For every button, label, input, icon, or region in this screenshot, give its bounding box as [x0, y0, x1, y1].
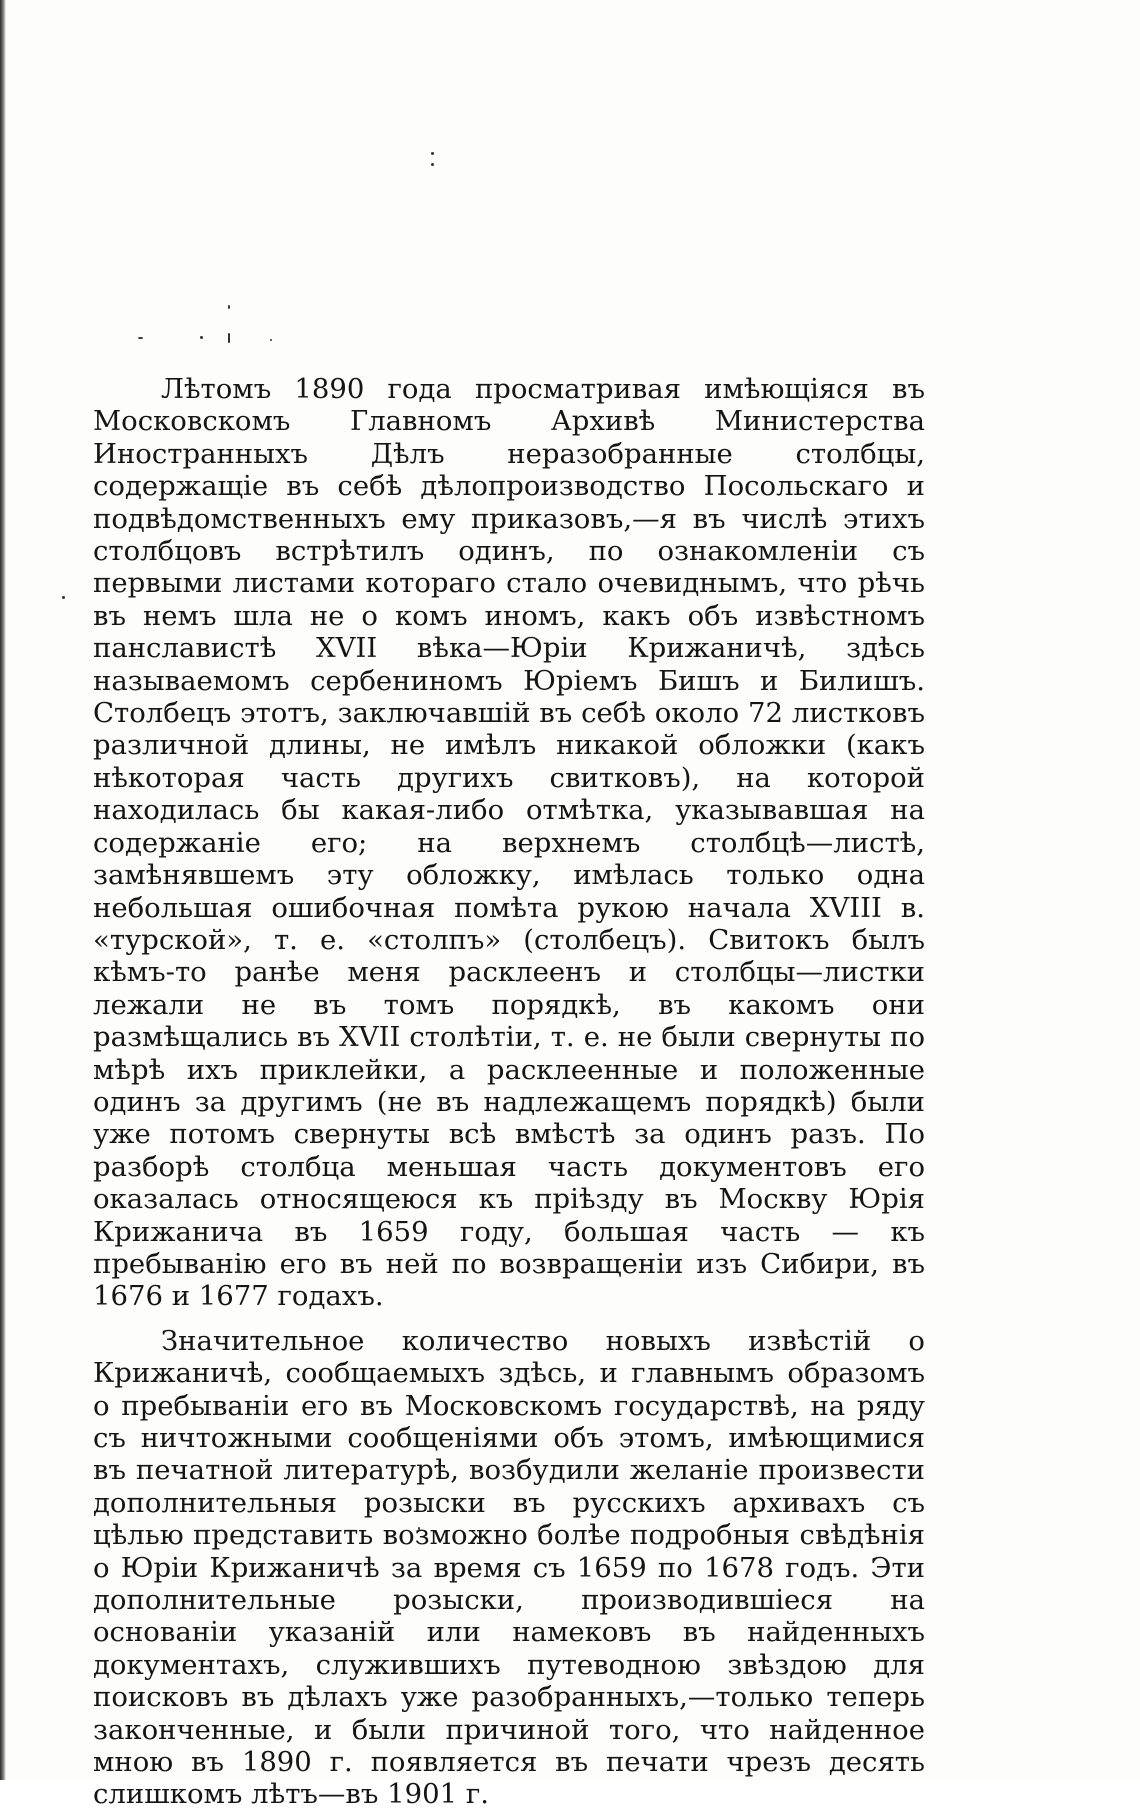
paragraph-1: Лѣтомъ 1890 года просматривая имѣющіяся въ Московскомъ Главномъ Архивѣ Министерства Иностранныхъ Дѣлъ неразобранные столбцы, содержащіе въ себѣ дѣлопроизводство Посольскаго и подвѣдомственныхъ ему приказовъ,—я въ числѣ этихъ столбцовъ встрѣтилъ одинъ, по ознакомленіи съ первыми листами котораго стало очевиднымъ, что рѣчь въ немъ шла не о комъ иномъ, какъ объ извѣстномъ панславистѣ XVII вѣка—Юріи Крижаничѣ, здѣсь называемомъ сербениномъ Юріемъ Бишъ и Билишъ. Столбецъ этотъ, заключавшій въ себѣ около 72 листковъ различной длины, не имѣлъ никакой обложки (какъ нѣкоторая часть другихъ свитковъ), на которой находилась бы какая-либо отмѣтка, указывавшая на содержаніе его; на верхнемъ столбцѣ—листѣ, замѣнявшемъ эту обложку, имѣлась только одна небольшая ошибочная помѣта рукою начала XVIII в. «турской», т. е. «столпъ» (столбецъ). Свитокъ былъ кѣмъ-то ранѣе меня расклеенъ и столбцы—листки лежали не въ томъ порядкѣ, въ какомъ они размѣщались въ XVII столѣтіи, т. е. не были свернуты по мѣрѣ ихъ приклейки, а расклеенные и положенные одинъ за другимъ (не въ надлежащемъ порядкѣ) были уже потомъ свернуты всѣ вмѣстѣ за одинъ разъ. По разборѣ столбца меньшая часть документовъ его оказалась относящеюся къ пріѣзду въ Москву Юрія Крижанича въ 1659 году, большая часть — къ пребыванію его въ ней по возвращеніи изъ Сибири, въ 1676 и 1677 годахъ. — [93, 373, 925, 1313]
scan-speck — [62, 596, 65, 599]
scan-speck — [228, 333, 230, 343]
scan-speck — [431, 163, 434, 166]
paragraph-2: Значительное количество новыхъ извѣстій о Крижаничѣ, сообщаемыхъ здѣсь, и главнымъ образомъ о пребываніи его въ Московскомъ государствѣ, на ряду съ ничтожными сообщеніями объ этомъ, имѣющимися въ печатной литературѣ, возбудили желаніе произвести дополнительныя розыски въ русскихъ архивахъ съ цѣлью представить возможно болѣе подробныя свѣдѣнія о Юріи Крижаничѣ за время съ 1659 по 1678 годъ. Эти дополнительные розыски, производившіеся на основаніи указаній или намековъ въ найденныхъ документахъ, служившихъ путеводною звѣздою для поисковъ въ дѣлахъ уже разобранныхъ,—только теперь законченные, и были причиной того, что найденное мною въ 1890 г. появляется въ печати чрезъ десять слишкомъ лѣтъ—въ 1901 г. — [93, 1324, 925, 1811]
scan-speck — [431, 152, 434, 155]
scan-speck — [228, 305, 230, 309]
page-left-edge-shadow — [0, 0, 6, 1780]
scan-speck — [138, 337, 143, 339]
scan-speck — [270, 339, 272, 341]
scan-speck — [200, 336, 203, 339]
body-text — [93, 373, 925, 1811]
